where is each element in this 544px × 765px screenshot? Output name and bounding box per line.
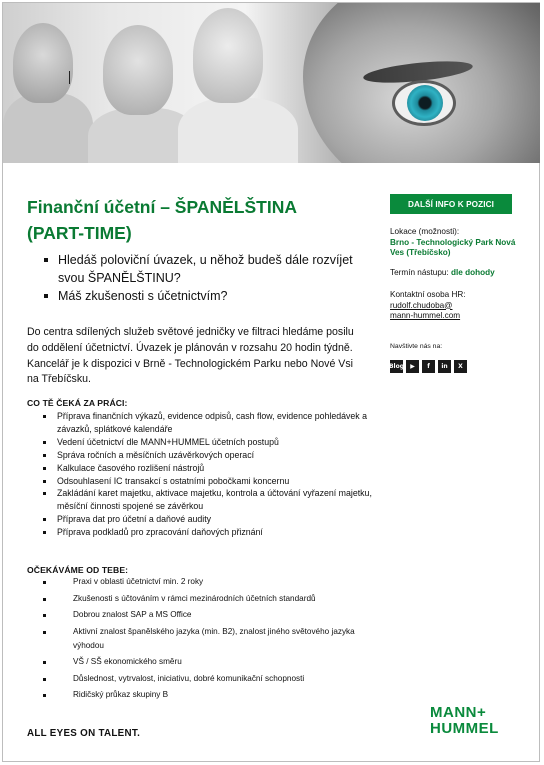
text-cursor xyxy=(69,71,70,84)
youtube-icon[interactable]: ▶ xyxy=(406,360,419,373)
person-figure xyxy=(3,93,93,163)
mann-hummel-logo xyxy=(430,705,499,737)
task-item: Kalkulace časového rozlišení nástrojů xyxy=(43,462,373,475)
intro-paragraph: Do centra sdílených služeb světové jedničky ve filtraci hledáme posilu do oddělení účetnictví. Úvazek je plánován v rozsahu 20 hodin týdně. Kancelář je k dispozici v Brně - Technologickém Parku nebo Nové Vsi na Třebíčsku. xyxy=(27,326,354,386)
requirement-item: Aktivní znalost španělského jazyka (min. B2), znalost jiného světového jazyka výhodou xyxy=(43,625,373,653)
facebook-icon[interactable]: f xyxy=(422,360,435,373)
person-figure xyxy=(193,8,263,103)
highlight-bullet: Máš zkušenosti s účetnictvím? xyxy=(43,287,363,305)
linkedin-icon[interactable]: in xyxy=(438,360,451,373)
tasks-list xyxy=(43,410,373,539)
requirement-item: Ridičský průkaz skupiny B xyxy=(43,688,373,702)
hr-contact-block xyxy=(390,290,530,322)
job-title xyxy=(27,194,357,246)
logo-line2: HUMMEL xyxy=(430,720,499,737)
task-item: Zakládání karet majetku, aktivace majetku, kontrola a účtování vyřazení majetku, měsíční činnosti spojené se závěrkou xyxy=(43,487,373,513)
start-date-label: Termín nástupu: xyxy=(390,268,449,277)
requirements-heading: OČEKÁVÁME OD TEBE: xyxy=(27,565,129,575)
task-item: Vedení účetnictví dle MANN+HUMMEL účetních postupů xyxy=(43,436,373,449)
highlight-bullet: Hledáš poloviční úvazek, u něhož budeš dále rozvíjet svou ŠPANĚLŠTINU? xyxy=(43,251,363,287)
hr-email-link[interactable]: rudolf.chudoba@ xyxy=(390,300,453,310)
location-block xyxy=(390,227,530,259)
eye-iris xyxy=(407,85,443,121)
location-value: Brno - Technologický Park Nová Ves (Třebíčsko) xyxy=(390,237,516,257)
hr-contact-label: Kontaktní osoba HR: xyxy=(390,290,466,299)
requirements-list xyxy=(43,575,373,705)
task-item: Příprava finančních výkazů, evidence odpisů, cash flow, evidence pohledávek a závazků, splátkové kalendáře xyxy=(43,410,373,436)
task-item: Správa ročních a měsíčních uzávěrkových operací xyxy=(43,449,373,462)
requirement-item: Dobrou znalost SAP a MS Office xyxy=(43,608,373,622)
hr-email-link-cont[interactable]: mann-hummel.com xyxy=(390,311,461,320)
requirement-item: Zkušenosti s účtováním v rámci mezinárodních účetních standardů xyxy=(43,592,373,606)
person-figure xyxy=(103,25,173,115)
person-figure xyxy=(13,23,73,103)
job-title-line2: (PART-TIME) xyxy=(27,223,132,243)
more-info-button[interactable]: DALŠÍ INFO K POZICI xyxy=(390,194,512,214)
requirement-item: VŠ / SŠ ekonomického směru xyxy=(43,655,373,669)
social-icons xyxy=(390,360,467,373)
location-label: Lokace (možnosti): xyxy=(390,227,460,236)
job-title-line1: Finanční účetní – ŠPANĚLŠTINA xyxy=(27,197,297,217)
logo-line1: MANN+ xyxy=(430,704,487,721)
task-item: Odsouhlasení IC transakcí s ostatními pobočkami koncernu xyxy=(43,475,373,488)
header-photo xyxy=(3,3,540,163)
person-figure xyxy=(178,98,298,163)
task-item: Příprava dat pro účetní a daňové audity xyxy=(43,513,373,526)
task-item: Příprava podkladů pro zpracování daňových přiznání xyxy=(43,526,373,539)
start-date-value: dle dohody xyxy=(451,268,495,277)
start-date-block xyxy=(390,268,530,279)
highlight-bullets xyxy=(43,251,363,305)
tasks-heading: CO TĚ ČEKÁ ZA PRÁCI: xyxy=(27,398,128,408)
visit-us-label: Navštivte nás na: xyxy=(390,343,443,350)
blog-icon[interactable]: Blog xyxy=(390,360,403,373)
tagline: ALL EYES ON TALENT. xyxy=(27,728,141,739)
requirement-item: Praxi v oblasti účetnictví min. 2 roky xyxy=(43,575,373,589)
requirement-item: Důslednost, vytrvalost, iniciativu, dobré komunikační schopnosti xyxy=(43,672,373,686)
xing-icon[interactable]: X xyxy=(454,360,467,373)
